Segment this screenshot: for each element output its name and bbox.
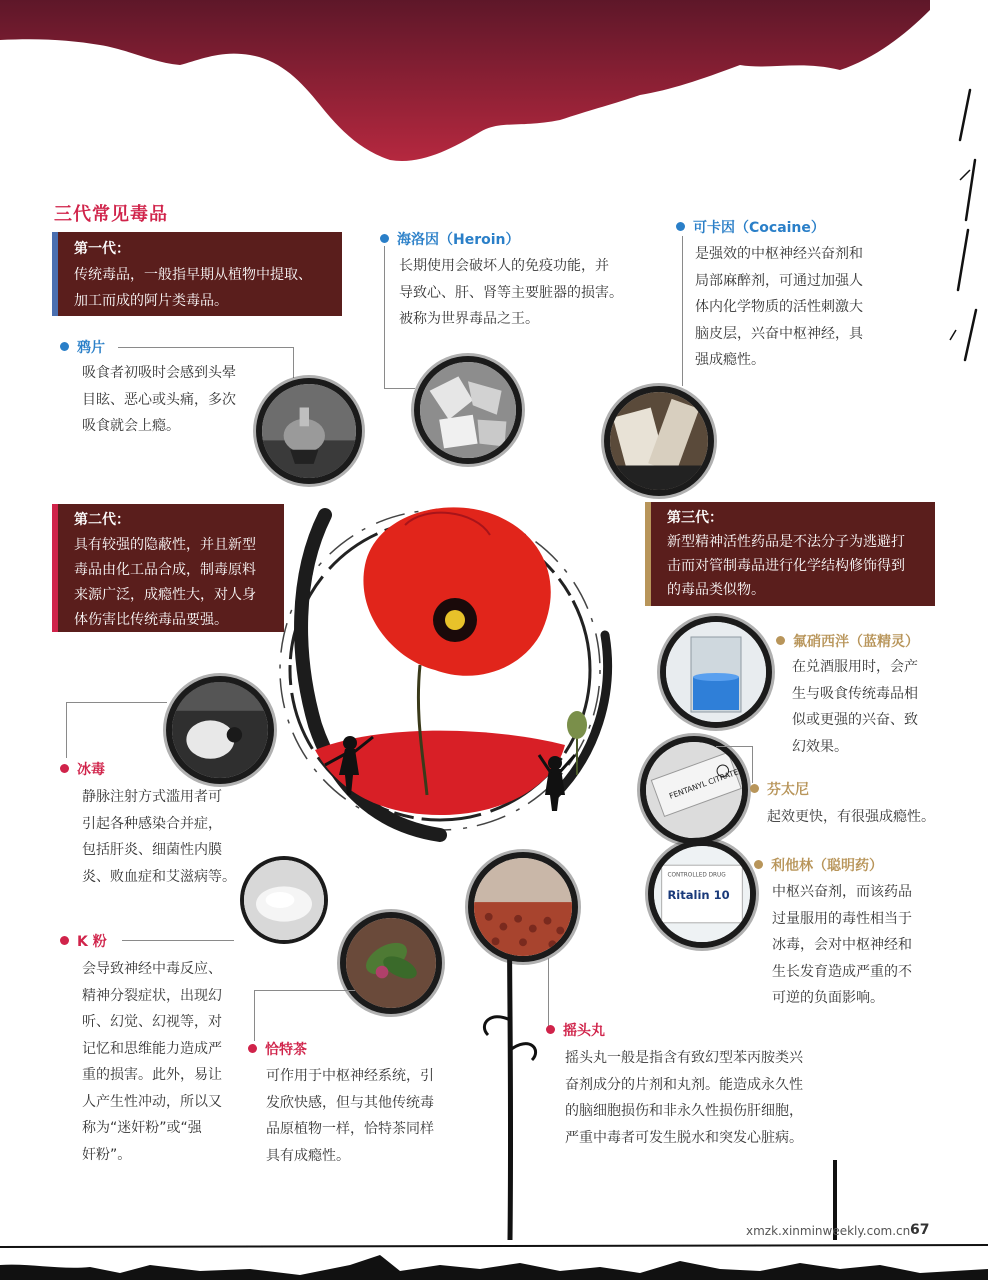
ice-title-text: 冰毒 <box>77 762 105 778</box>
ritalin-line: 过量服用的毒性相当于 <box>772 910 912 927</box>
cocaine-line: 体内化学物质的活性刺激大 <box>695 299 863 315</box>
ketamine-line: 精神分裂症状，出现幻 <box>82 987 222 1004</box>
ecstasy-title-text: 摇头丸 <box>563 1023 605 1039</box>
gen2-line: 具有较强的隐蔽性，并且新型 <box>74 537 256 553</box>
cocaine-line: 脑皮层，兴奋中枢神经，具 <box>695 325 863 342</box>
dot-bullet-icon <box>60 936 69 945</box>
cocaine-line: 局部麻醉剂，可通过加强人 <box>695 272 863 289</box>
ice-photo <box>172 682 268 778</box>
dot-bullet-icon <box>60 342 69 351</box>
ketamine-photo <box>244 860 324 940</box>
ketamine-line: 记忆和思维能力造成严 <box>82 1040 222 1057</box>
ecstasy-line: 的脑细胞损伤和非永久性损伤肝细胞， <box>565 1103 803 1119</box>
ketamine-line: 听、幻觉、幻视等，对 <box>82 1014 222 1030</box>
ecstasy-line: 严重中毒者可发生脱水和突发心脏病。 <box>565 1129 803 1146</box>
ritalin-line: 生长发育造成严重的不 <box>772 963 912 980</box>
cocaine-title-text: 可卡因（Cocaine） <box>693 220 825 236</box>
flunitrazepam-title-text: 氟硝西泮（蓝精灵） <box>793 634 919 650</box>
ritalin-box-top-label: CONTROLLED DRUG <box>667 872 726 879</box>
khat-title-text: 恰特茶 <box>265 1042 307 1058</box>
dot-bullet-icon <box>380 234 389 243</box>
ice-leader-line <box>66 702 167 758</box>
fentanyl-box-label: FENTANYL CITRATE <box>667 767 740 801</box>
generation-third-box <box>645 502 935 606</box>
gen1-accent-bar <box>52 232 58 316</box>
ritalin-line: 冰毒，会对中枢神经和 <box>772 937 912 953</box>
gen3-line: 新型精神活性药品是不法分子为逃避打 <box>667 534 905 550</box>
gen2-line: 体伤害比传统毒品要强。 <box>74 612 228 628</box>
dot-bullet-icon <box>248 1044 257 1053</box>
ketamine-description <box>82 956 252 1168</box>
opium-description <box>82 360 252 440</box>
flunitrazepam-line: 似或更强的兴奋、致 <box>792 712 918 728</box>
ritalin-box-label: Ritalin 10 <box>667 887 730 902</box>
ice-description <box>82 784 252 890</box>
ecstasy-line: 摇头丸一般是指含有致幻型苯丙胺类兴 <box>565 1050 803 1066</box>
ketamine-line: 称为“迷奸粉”或“强 <box>82 1120 202 1136</box>
dot-bullet-icon <box>60 764 69 773</box>
heroin-line: 长期使用会破坏人的免疫功能，并 <box>399 258 609 274</box>
gen3-accent-bar <box>645 502 651 606</box>
gen2-heading: 第二代： <box>74 512 130 528</box>
opium-line: 吸食就会上瘾。 <box>82 418 180 434</box>
dot-bullet-icon <box>776 636 785 645</box>
gen2-line: 毒品由化工品合成，制毒原料 <box>74 562 256 578</box>
fentanyl-title <box>750 780 809 800</box>
flunitrazepam-photo <box>666 622 766 722</box>
ecstasy-title <box>546 1021 605 1041</box>
heroin-title-text: 海洛因（Heroin） <box>397 232 520 248</box>
ketamine-leader-line <box>122 940 234 942</box>
dot-bullet-icon <box>754 860 763 869</box>
opium-photo <box>262 384 356 478</box>
ketamine-line: 人产生性冲动，所以又 <box>82 1093 222 1110</box>
flunitrazepam-title <box>776 632 919 652</box>
cocaine-photo <box>610 392 708 490</box>
dot-bullet-icon <box>750 784 759 793</box>
opium-line: 目眩、恶心或头痛，多次 <box>82 391 236 408</box>
brush-strokes-right <box>930 80 980 380</box>
heroin-photo <box>420 362 516 458</box>
gen2-accent-bar <box>52 504 58 632</box>
ritalin-title <box>754 856 883 876</box>
dot-bullet-icon <box>676 222 685 231</box>
cocaine-line: 是强效的中枢神经兴奋剂和 <box>695 246 863 262</box>
gen1-heading: 第一代： <box>74 241 130 257</box>
ritalin-description <box>772 879 942 1012</box>
footer-url[interactable]: xmzk.xinminweekly.com.cn <box>746 1224 911 1238</box>
gen2-line: 来源广泛，成瘾性大，对人身 <box>74 587 256 603</box>
khat-line: 具有成瘾性。 <box>266 1147 350 1164</box>
cocaine-title <box>676 218 825 238</box>
cocaine-description <box>695 241 895 374</box>
khat-leader-line <box>254 990 355 1041</box>
ketamine-title <box>60 932 107 952</box>
opium-line: 吸食者初吸时会感到头晕 <box>82 365 236 381</box>
ecstasy-description <box>565 1045 835 1151</box>
central-poppy-illustration <box>255 455 625 875</box>
section-title: 三代常见毒品 <box>54 204 168 225</box>
fentanyl-line: 起效更快，有很强成瘾性。 <box>767 809 935 825</box>
ice-line: 炎、败血症和艾滋病等。 <box>82 868 236 885</box>
ritalin-line: 可逆的负面影响。 <box>772 990 884 1006</box>
fentanyl-description <box>767 804 967 831</box>
gen1-line: 加工而成的阿片类毒品。 <box>74 293 228 309</box>
khat-description <box>266 1063 456 1169</box>
generation-second-box <box>52 504 284 632</box>
dot-bullet-icon <box>546 1025 555 1034</box>
heroin-line: 被称为世界毒品之王。 <box>399 311 539 327</box>
ketamine-line: 重的损害。此外，易让 <box>82 1067 222 1083</box>
heroin-line: 导致心、肝、肾等主要脏器的损害。 <box>399 284 623 301</box>
ecstasy-line: 奋剂成分的片剂和丸剂。能造成永久性 <box>565 1076 803 1093</box>
fentanyl-leader-line <box>716 746 753 783</box>
ritalin-title-text: 利他林（聪明药） <box>771 858 883 874</box>
cocaine-leader-line <box>682 236 684 386</box>
flunitrazepam-line: 在兑酒服用时，会产 <box>792 659 918 675</box>
ice-line: 引起各种感染合并症， <box>82 815 222 832</box>
ritalin-line: 中枢兴奋剂，而该药品 <box>772 884 912 900</box>
cocaine-line: 强成瘾性。 <box>695 352 765 368</box>
ecstasy-photo <box>474 858 572 956</box>
page-number: 67 <box>910 1222 930 1238</box>
khat-line: 发欣快感，但与其他传统毒 <box>266 1094 434 1111</box>
ice-title <box>60 760 105 780</box>
gen3-heading: 第三代： <box>667 510 723 526</box>
gen1-line: 传统毒品，一般指早期从植物中提取、 <box>74 267 312 283</box>
fentanyl-title-text: 芬太尼 <box>767 782 809 798</box>
khat-photo <box>346 918 436 1008</box>
ecstasy-leader-line <box>548 958 550 1026</box>
ice-line: 包括肝炎、细菌性内膜 <box>82 842 222 858</box>
opium-title <box>60 338 105 358</box>
flunitrazepam-line: 生与吸食传统毒品相 <box>792 685 918 702</box>
gen3-line: 击而对管制毒品进行化学结构修饰得到 <box>667 558 905 574</box>
opium-title-text: 鸦片 <box>77 340 105 356</box>
top-wave-decoration <box>0 0 988 200</box>
generation-first-box <box>52 232 342 316</box>
khat-line: 可作用于中枢神经系统，引 <box>266 1068 434 1084</box>
khat-title <box>248 1040 307 1060</box>
ritalin-photo <box>654 846 750 942</box>
ice-line: 静脉注射方式滥用者可 <box>82 789 222 805</box>
khat-line: 品原植物一样，恰特茶同样 <box>266 1121 434 1137</box>
heroin-description <box>399 253 649 333</box>
flunitrazepam-line: 幻效果。 <box>792 738 848 755</box>
gen3-line: 的毒品类似物。 <box>667 582 765 598</box>
ketamine-line: 会导致神经中毒反应、 <box>82 961 222 977</box>
flunitrazepam-description <box>792 654 932 760</box>
ketamine-line: 奸粉”。 <box>82 1146 132 1163</box>
ketamine-title-text: K 粉 <box>77 934 107 950</box>
